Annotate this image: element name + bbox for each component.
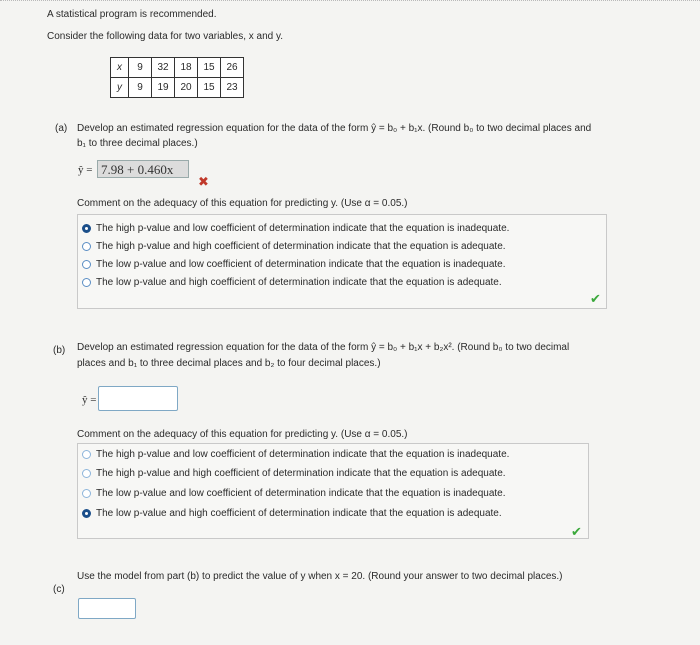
option-label: The high p-value and high coefficient of determination indicate that the equation is adequate. — [96, 467, 506, 479]
part-c-prompt: Use the model from part (b) to predict the value of y when x = 20. (Round your answer to two decimal places.) — [77, 571, 563, 582]
part-a-prompt-line1: Develop an estimated regression equation for the data of the form ŷ = b₀ + b₁x. (Round b₀ to two decimal places and — [77, 123, 592, 134]
part-b-label: (b) — [53, 345, 66, 356]
table-cell: 32 — [152, 58, 175, 78]
radio-selected-icon[interactable] — [82, 509, 91, 518]
part-c-label: (c) — [53, 584, 65, 595]
radio-icon[interactable] — [82, 469, 91, 478]
part-a-option-3[interactable] — [82, 256, 506, 272]
part-a-label: (a) — [55, 123, 68, 134]
part-a-options-box — [77, 214, 607, 309]
table-header-x: x — [111, 58, 129, 78]
table-header-y: y — [111, 78, 129, 98]
part-a-comment-prompt: Comment on the adequacy of this equation for predicting y. (Use α = 0.05.) — [77, 198, 408, 209]
option-label: The low p-value and low coefficient of determination indicate that the equation is inadequate. — [96, 487, 506, 499]
table-cell: 23 — [221, 78, 244, 98]
part-b-option-1[interactable] — [82, 446, 509, 462]
table-cell: 20 — [175, 78, 198, 98]
part-b-options-box — [77, 443, 589, 539]
correct-icon: ✔ — [571, 524, 582, 539]
radio-icon[interactable] — [82, 278, 91, 287]
radio-selected-icon[interactable] — [82, 224, 91, 233]
radio-icon[interactable] — [82, 489, 91, 498]
program-note: A statistical program is recommended. — [47, 9, 217, 20]
part-a-prompt-line2: b₁ to three decimal places.) — [77, 138, 198, 149]
part-b-option-4[interactable] — [82, 505, 502, 521]
table-cell: 18 — [175, 58, 198, 78]
radio-icon[interactable] — [82, 450, 91, 459]
table-cell: 19 — [152, 78, 175, 98]
table-row-y — [111, 78, 244, 98]
incorrect-icon: ✖ — [198, 174, 209, 189]
part-b-prompt-line2: places and b₁ to three decimal places and b₂ to four decimal places.) — [77, 358, 381, 369]
table-cell: 26 — [221, 58, 244, 78]
table-row-x — [111, 58, 244, 78]
part-a-option-4[interactable] — [82, 274, 502, 290]
correct-icon: ✔ — [590, 291, 601, 306]
top-divider — [0, 0, 700, 2]
option-label: The low p-value and high coefficient of determination indicate that the equation is adequate. — [96, 507, 502, 519]
radio-icon[interactable] — [82, 242, 91, 251]
option-label: The high p-value and high coefficient of determination indicate that the equation is adequate. — [96, 240, 506, 252]
radio-icon[interactable] — [82, 260, 91, 269]
table-cell: 15 — [198, 78, 221, 98]
part-b-yhat-label: ŷ = — [82, 394, 97, 406]
option-label: The low p-value and high coefficient of determination indicate that the equation is adequate. — [96, 276, 502, 288]
part-a-option-1[interactable] — [82, 220, 509, 236]
part-b-option-3[interactable] — [82, 485, 506, 501]
option-label: The high p-value and low coefficient of determination indicate that the equation is inadequate. — [96, 448, 510, 460]
part-b-option-2[interactable] — [82, 465, 506, 481]
part-a-yhat-label: ŷ = — [78, 164, 93, 176]
part-a-option-2[interactable] — [82, 238, 506, 254]
data-table — [110, 57, 244, 98]
table-cell: 15 — [198, 58, 221, 78]
part-a-answer-input[interactable]: 7.98 + 0.460x — [97, 160, 189, 178]
part-c-answer-input[interactable] — [78, 598, 136, 619]
table-cell: 9 — [129, 58, 152, 78]
part-b-comment-prompt: Comment on the adequacy of this equation for predicting y. (Use α = 0.05.) — [77, 429, 408, 440]
data-intro: Consider the following data for two variables, x and y. — [47, 31, 284, 42]
part-b-answer-input[interactable] — [98, 386, 178, 411]
part-b-prompt-line1: Develop an estimated regression equation for the data of the form ŷ = b₀ + b₁x + b₂x². (Round b₀ to two decimal — [77, 342, 570, 353]
option-label: The low p-value and low coefficient of determination indicate that the equation is inadequate. — [96, 258, 506, 270]
option-label: The high p-value and low coefficient of determination indicate that the equation is inadequate. — [96, 222, 510, 234]
table-cell: 9 — [129, 78, 152, 98]
